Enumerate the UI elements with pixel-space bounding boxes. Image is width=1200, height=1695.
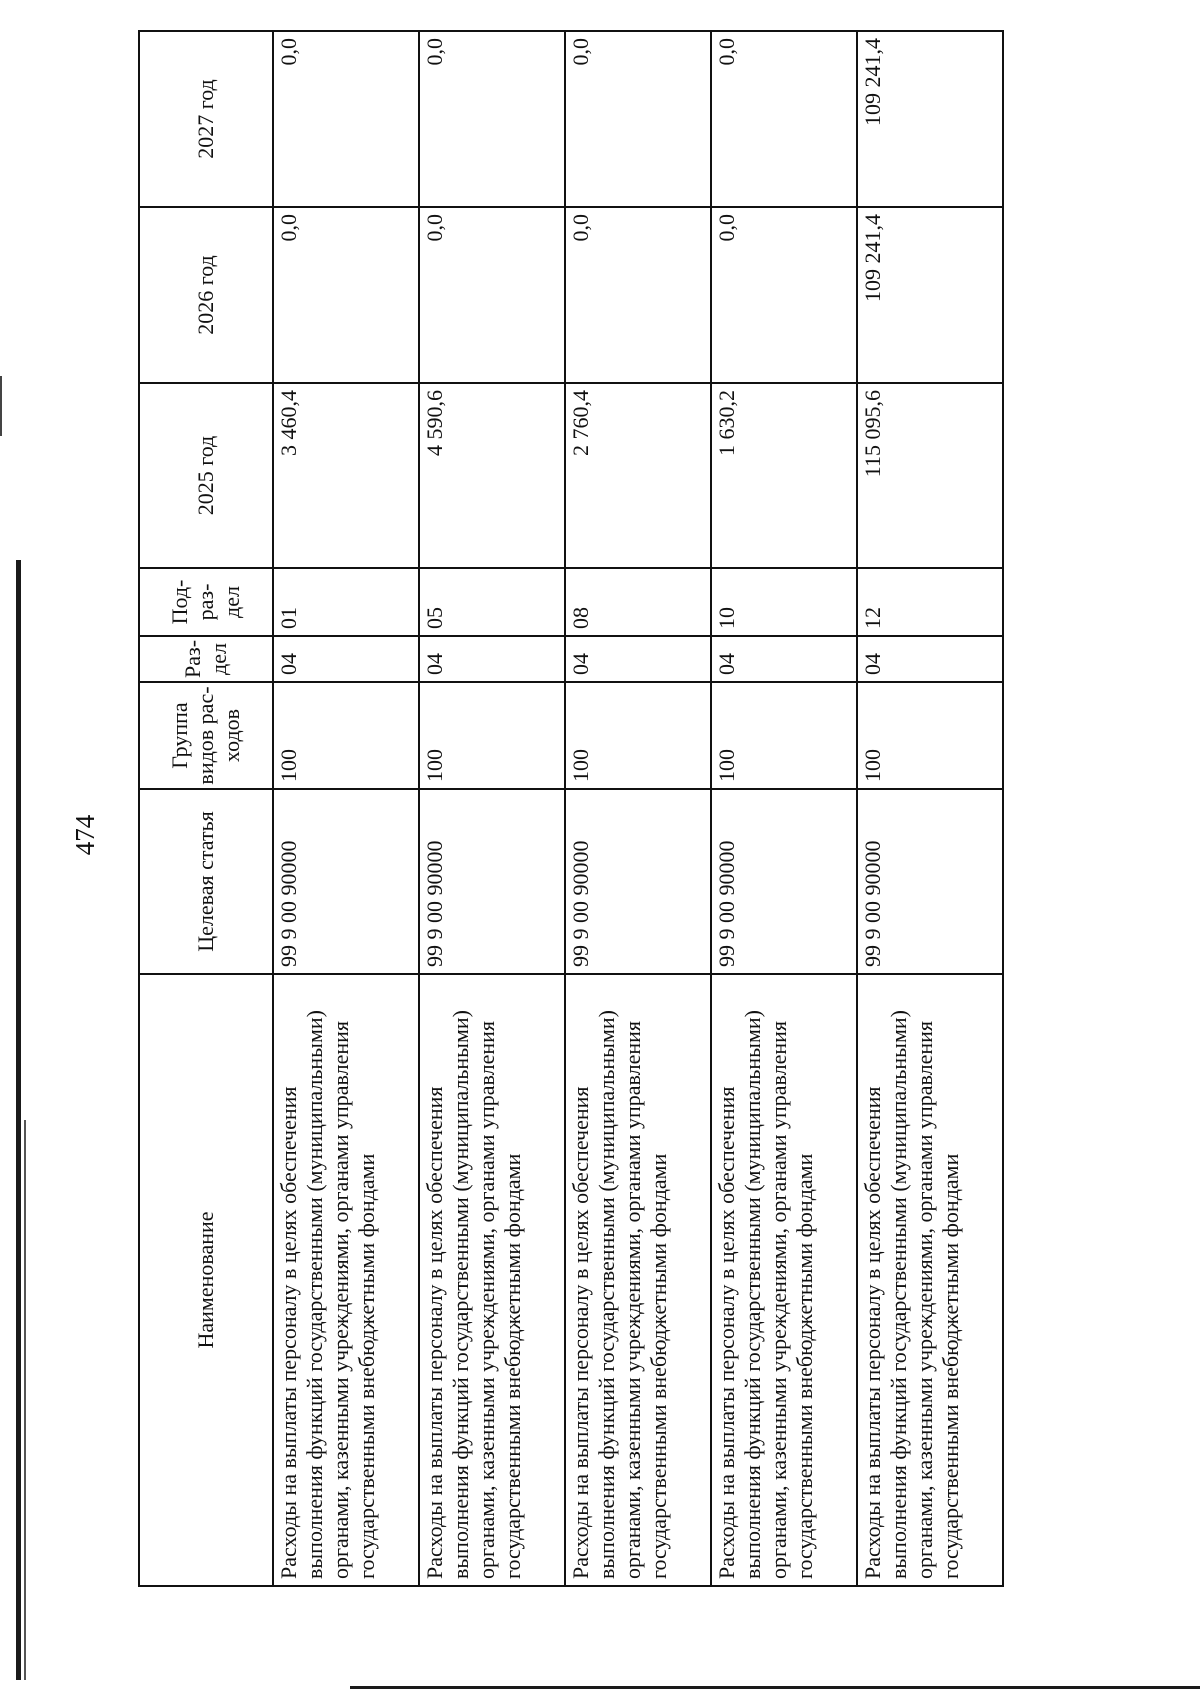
cell-2027: 0,0 xyxy=(273,31,419,207)
page-number: 474 xyxy=(70,814,100,856)
cell-section: 04 xyxy=(565,636,711,682)
cell-subsection: 12 xyxy=(857,568,1003,636)
cell-expense-group: 100 xyxy=(711,682,857,789)
cell-2026: 0,0 xyxy=(419,207,565,383)
cell-name: Расходы на выплаты персоналу в целях обеспечения выполнения функций государственными (муниципальными) органами, казенными учреждениями, органами управления государственными внебюджетными фондами xyxy=(711,974,857,1586)
table-row xyxy=(711,31,857,1586)
header-subsection: Под-раз-дел xyxy=(139,568,273,636)
budget-table xyxy=(138,30,1004,1587)
table-row xyxy=(273,31,419,1586)
cell-2025: 4 590,6 xyxy=(419,383,565,568)
header-2026: 2026 год xyxy=(139,207,273,383)
cell-section: 04 xyxy=(711,636,857,682)
cell-target-article: 99 9 00 90000 xyxy=(711,789,857,974)
cell-subsection: 10 xyxy=(711,568,857,636)
cell-2025: 3 460,4 xyxy=(273,383,419,568)
cell-subsection: 08 xyxy=(565,568,711,636)
cell-expense-group: 100 xyxy=(419,682,565,789)
cell-target-article: 99 9 00 90000 xyxy=(419,789,565,974)
cell-expense-group: 100 xyxy=(565,682,711,789)
cell-target-article: 99 9 00 90000 xyxy=(857,789,1003,974)
cell-target-article: 99 9 00 90000 xyxy=(273,789,419,974)
cell-subsection: 05 xyxy=(419,568,565,636)
header-name: Наименование xyxy=(139,974,273,1586)
cell-name: Расходы на выплаты персоналу в целях обеспечения выполнения функций государственными (муниципальными) органами, казенными учреждениями, органами управления государственными внебюджетными фондами xyxy=(565,974,711,1586)
cell-2025: 1 630,2 xyxy=(711,383,857,568)
cell-section: 04 xyxy=(273,636,419,682)
cell-2027: 0,0 xyxy=(565,31,711,207)
header-target-article: Целевая статья xyxy=(139,789,273,974)
cell-name: Расходы на выплаты персоналу в целях обеспечения выполнения функций государственными (муниципальными) органами, казенными учреждениями, органами управления государственными внебюджетными фондами xyxy=(273,974,419,1586)
header-2027: 2027 год xyxy=(139,31,273,207)
table-row xyxy=(857,31,1003,1586)
header-2025: 2025 год xyxy=(139,383,273,568)
cell-2026: 0,0 xyxy=(273,207,419,383)
cell-name: Расходы на выплаты персоналу в целях обеспечения выполнения функций государственными (муниципальными) органами, казенными учреждениями, органами управления государственными внебюджетными фондами xyxy=(419,974,565,1586)
cell-2027: 0,0 xyxy=(419,31,565,207)
cell-2025: 2 760,4 xyxy=(565,383,711,568)
cell-2026: 109 241,4 xyxy=(857,207,1003,383)
cell-2025: 115 095,6 xyxy=(857,383,1003,568)
table-row xyxy=(419,31,565,1586)
cell-2026: 0,0 xyxy=(711,207,857,383)
cell-2027: 109 241,4 xyxy=(857,31,1003,207)
cell-name: Расходы на выплаты персоналу в целях обеспечения выполнения функций государственными (муниципальными) органами, казенными учреждениями, органами управления государственными внебюджетными фондами xyxy=(857,974,1003,1586)
header-section: Раз-дел xyxy=(139,636,273,682)
table-row xyxy=(565,31,711,1586)
cell-target-article: 99 9 00 90000 xyxy=(565,789,711,974)
table-header-row xyxy=(139,31,273,1586)
cell-section: 04 xyxy=(419,636,565,682)
cell-2027: 0,0 xyxy=(711,31,857,207)
cell-expense-group: 100 xyxy=(273,682,419,789)
cell-2026: 0,0 xyxy=(565,207,711,383)
cell-expense-group: 100 xyxy=(857,682,1003,789)
header-expense-group: Группа видов рас-ходов xyxy=(139,682,273,789)
cell-subsection: 01 xyxy=(273,568,419,636)
cell-section: 04 xyxy=(857,636,1003,682)
